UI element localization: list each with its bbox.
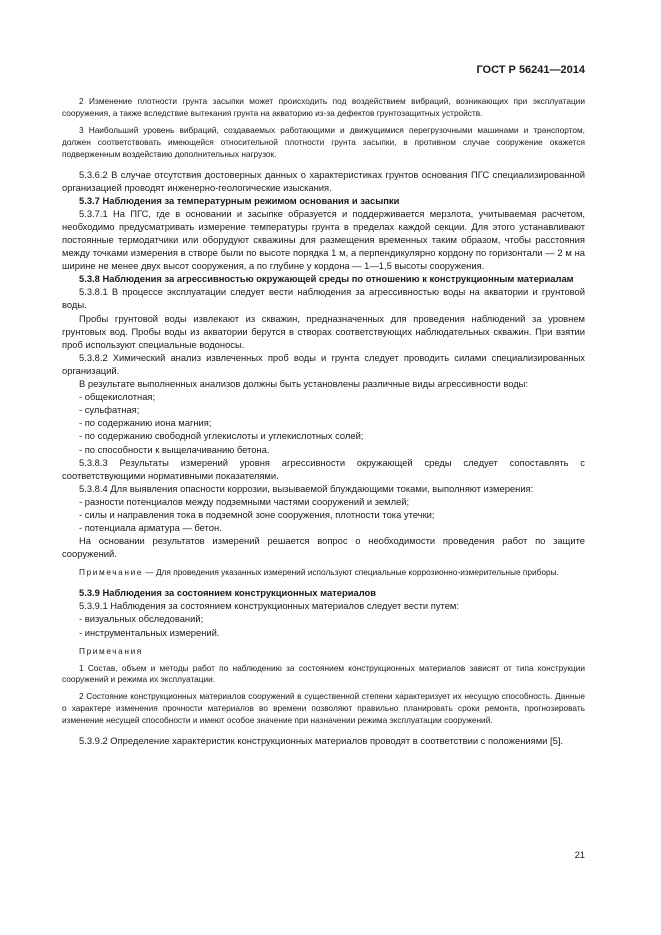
list-item: - сульфатная; <box>79 404 140 416</box>
paragraph-5-3-7-1: 5.3.7.1 На ПГС, где в основании и засыпке образуется и поддерживается мерзлота, учитываемая расчетом, необходимо предусматривать измерение температуры грунта в пределах каждой секции. Для этого устанавливают постоянные термодатчики или оборудуют скважины для размещения временных таким образом, чтобы расстояния между точками измерения в створе были по высоте порядка 1 м, а перпендикулярно кордону по горизонтали — 2 м на ширине не менее двух высот сооружения, а по глубине у кордона — 1—1,5 высоты сооружения. <box>62 207 585 272</box>
paragraph-5-3-8-4: 5.3.8.4 Для выявления опасности коррозии, вызываемой блуждающими токами, выполняют измерения: <box>79 482 534 494</box>
notes-label: Примечания <box>79 645 143 656</box>
paragraph-5-3-8-2: 5.3.8.2 Химический анализ извлеченных проб воды и грунта следует проводить силами специализированных организаций. <box>62 351 585 376</box>
note-vibration-level: 3 Наибольший уровень вибраций, создаваемых работающими и движущимися перегрузочными машинами и транспортом, должен соответствовать имеющейся относительной плотности грунта засыпки, в противном случае сооружение окажется подверженным воздействию дополнительных нагрузок. <box>62 124 585 159</box>
list-item: - инструментальных измерений. <box>79 626 220 638</box>
note-item-2: 2 Состояние конструкционных материалов сооружений в существенной степени характеризует их несущую способность. Данные о характере изменения прочности материалов во времени позволяют правильно планировать сроки ремонта, прогнозировать изменение несущей способности и имеют особое значение при назначении режима эксплуатации сооружений. <box>62 691 585 726</box>
note-density-change: 2 Изменение плотности грунта засыпки может происходить под воздействием вибраций, возникающих при эксплуатации сооружения, а также вследствие вытекания грунта на акваторию из-за дефектов грунтозащитных устройств. <box>62 96 585 118</box>
list-item: - разности потенциалов между подземными частями сооружений и землей; <box>79 495 410 507</box>
paragraph-aggressiveness-types: В результате выполненных анализов должны быть установлены различные виды агрессивности воды: <box>79 378 529 390</box>
note-corrosion-instruments <box>62 567 585 579</box>
list-item: - по способности к выщелачиванию бетона. <box>79 443 270 455</box>
list-item: - визуальных обследований; <box>79 613 204 625</box>
note-text: — Для проведения указанных измерений используют специальные коррозионно-измерительные приборы. <box>143 567 559 578</box>
paragraph-5-3-9-2: 5.3.9.2 Определение характеристик конструкционных материалов проводят в соответствии с положениями [5]. <box>79 735 564 747</box>
list-item: - по содержанию иона магния; <box>79 417 212 429</box>
paragraph-5-3-8-3: 5.3.8.3 Результаты измерений уровня агрессивности окружающей среды следует сопоставлять с соответствующими нормативными показателями. <box>62 456 585 481</box>
list-item: - силы и направления тока в подземной зоне сооружения, плотности тока утечки; <box>79 508 435 520</box>
paragraph-protection-decision: На основании результатов измерений решается вопрос о необходимости проведения работ по защите сооружений. <box>62 535 585 560</box>
paragraph-5-3-9-1: 5.3.9.1 Наблюдения за состоянием конструкционных материалов следует вести путем: <box>79 600 459 612</box>
heading-5-3-9: 5.3.9 Наблюдения за состоянием конструкционных материалов <box>79 587 377 599</box>
note-item-1: 1 Состав, объем и методы работ по наблюдению за состоянием конструкционных материалов зависят от типа конструкции сооружений и режима их эксплуатации. <box>62 662 585 685</box>
paragraph-5-3-8-1: 5.3.8.1 В процессе эксплуатации следует вести наблюдения за агрессивностью воды на акватории и грунтовой воды. <box>62 286 585 311</box>
notes-heading <box>62 646 585 658</box>
list-item: - общекислотная; <box>79 391 156 403</box>
paragraph-5-3-6-2: 5.3.6.2 В случае отсутствия достоверных данных о характеристиках грунтов основания ПГС специализированной организацией проводят инженерно-геологические изыскания. <box>62 168 585 193</box>
page-body <box>62 96 585 747</box>
page-number: 21 <box>574 849 585 860</box>
note-label: Примечание <box>79 567 144 578</box>
heading-5-3-8: 5.3.8 Наблюдения за агрессивностью окружающей среды по отношению к конструкционным материалам <box>79 273 574 285</box>
list-item: - потенциала арматура — бетон. <box>79 522 222 534</box>
list-item: - по содержанию свободной углекислоты и углекислотных солей; <box>79 430 364 442</box>
standard-designation: ГОСТ Р 56241—2014 <box>476 64 585 76</box>
paragraph-water-samples: Пробы грунтовой воды извлекают из скважин, предназначенных для проведения наблюдений за уровнем грунтовых вод. Пробы воды из акватории берутся в створах соответствующих наблюдательных скважин. При взятии проб используют специальные водоносы. <box>62 312 585 350</box>
heading-5-3-7: 5.3.7 Наблюдения за температурным режимом основания и засыпки <box>79 194 400 206</box>
